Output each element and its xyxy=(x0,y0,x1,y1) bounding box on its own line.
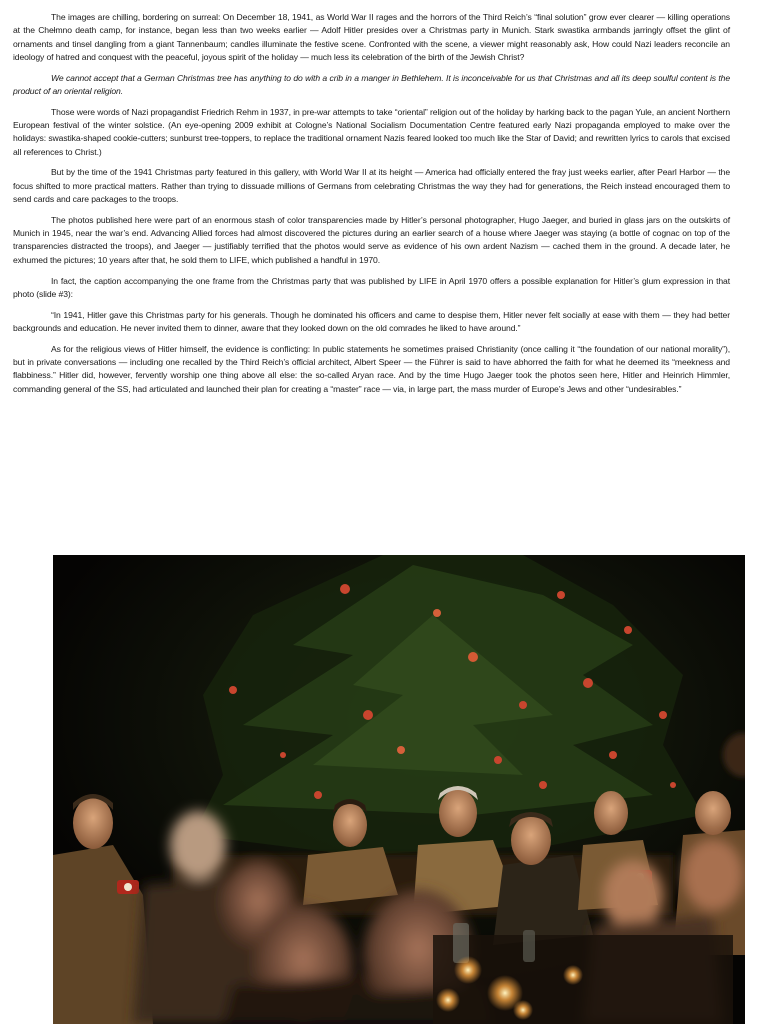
paragraph-jaeger-photos: The photos published here were part of an enormous stash of color transparencies made by Hitler’s personal photographer, Hugo Jaeger, and buried in glass jars on the outskirts of Munich in 1945, near the war’s end. Advancing Allied forces had almost discovered the pictures during an earlier search of a house where Jaeger was staying (a bottle of cognac on top of the transparencies distracted the troops), and Jaeger — justifiably terrified that the photos would serve as evidence of his own ardent Nazism — cached them in the ground. A decade later, he exhumed the pictures; 10 years after that, he sold them to LIFE, which published a handful in 1970. xyxy=(13,214,730,265)
paragraph-caption-quote: “In 1941, Hitler gave this Christmas party for his generals. Though he dominated his officers and came to despise them, Hitler never felt socially at ease with them — they had better backgrounds and education. He never invited them to dinner, aware that they looked down on the old comrades he liked to have around.” xyxy=(13,309,730,333)
dinner-table xyxy=(433,923,733,1024)
candle-light xyxy=(563,965,583,985)
paragraph-rehm-context: Those were words of Nazi propagandist Friedrich Rehm in 1937, in pre-war attempts to take “oriental” religion out of the holiday by harking back to the pagan Yule, an ancient Northern European festival of the winter solstice. (An eye-opening 2009 exhibit at Cologne’s National Socialism Documentation Centre featured early Nazi propaganda employed to make over the holidays: swastika-shaped cookie-cutters; sunburst tree-toppers, to replace the traditional ornament Nazis feared looked too much like the Star of David; and rewritten lyrics to carols that excised all references to Christ.) xyxy=(13,106,730,157)
paragraph-intro: The images are chilling, bordering on surreal: On December 18, 1941, as World War II rages and the horrors of the Third Reich’s “final solution” grow ever clearer — killing operations at the Chełmno death camp, for instance, began less than two weeks earlier — Adolf Hitler presides over a Christmas party in Munich. Stark swastika armbands jarringly offset the glint of ornaments and tinsel dangling from a giant Tannenbaum; candles illuminate the festive scene. Confronted with the scene, a viewer might reasonably ask, How could Nazi leaders reconcile an ideology of hatred and conquest with the peaceful, joyous spirit of the holiday — much less its celebration of the birth of the Jewish Christ? xyxy=(13,12,730,62)
christmas-party-photo-illustration xyxy=(53,555,745,1024)
paragraph-rehm-quote: We cannot accept that a German Christmas tree has anything to do with a crib in a manger in Bethlehem. It is inconceivable for us that Christmas and all its deep soulful content is the product of an oriental religion. xyxy=(13,72,730,96)
candle-light xyxy=(513,1000,533,1020)
candle-light xyxy=(454,956,482,984)
christmas-party-photo xyxy=(53,555,745,1024)
candle-light xyxy=(436,988,460,1012)
paragraph-life-caption: In fact, the caption accompanying the one frame from the Christmas party that was published by LIFE in April 1970 offers a possible explanation for Hitler’s glum expression in that photo (slide #3): xyxy=(13,275,730,299)
paragraph-1941-party: But by the time of the 1941 Christmas party featured in this gallery, with World War II at its height — America had officially entered the fray just weeks earlier, after Pearl Harbor — the focus shifted to more practical matters. Rather than trying to dissuade millions of Germans from celebrating Christmas the way they had for generations, the Reich instead encouraged them to send cards and care packages to the troops. xyxy=(13,167,730,205)
article-body xyxy=(13,11,730,403)
paragraph-religious-views: As for the religious views of Hitler himself, the evidence is conflicting: In public statements he sometimes praised Christianity (once calling it “the foundation of our national morality”), but in private conversations — including one recalled by the Third Reich’s official architect, Albert Speer — the Führer is said to have abhorred the faith for what he deemed its “meekness and flabbiness.” Hitler did, however, fervently worship one thing above all else: the so-called Aryan race. And by the time Hugo Jaeger took the photos seen here, Hitler and Heinrich Himmler, commanding general of the SS, had articulated and launched their plan for creating a “master” race — via, in large part, the mass murder of Europe’s Jews and other “undesirables.” xyxy=(13,343,730,394)
